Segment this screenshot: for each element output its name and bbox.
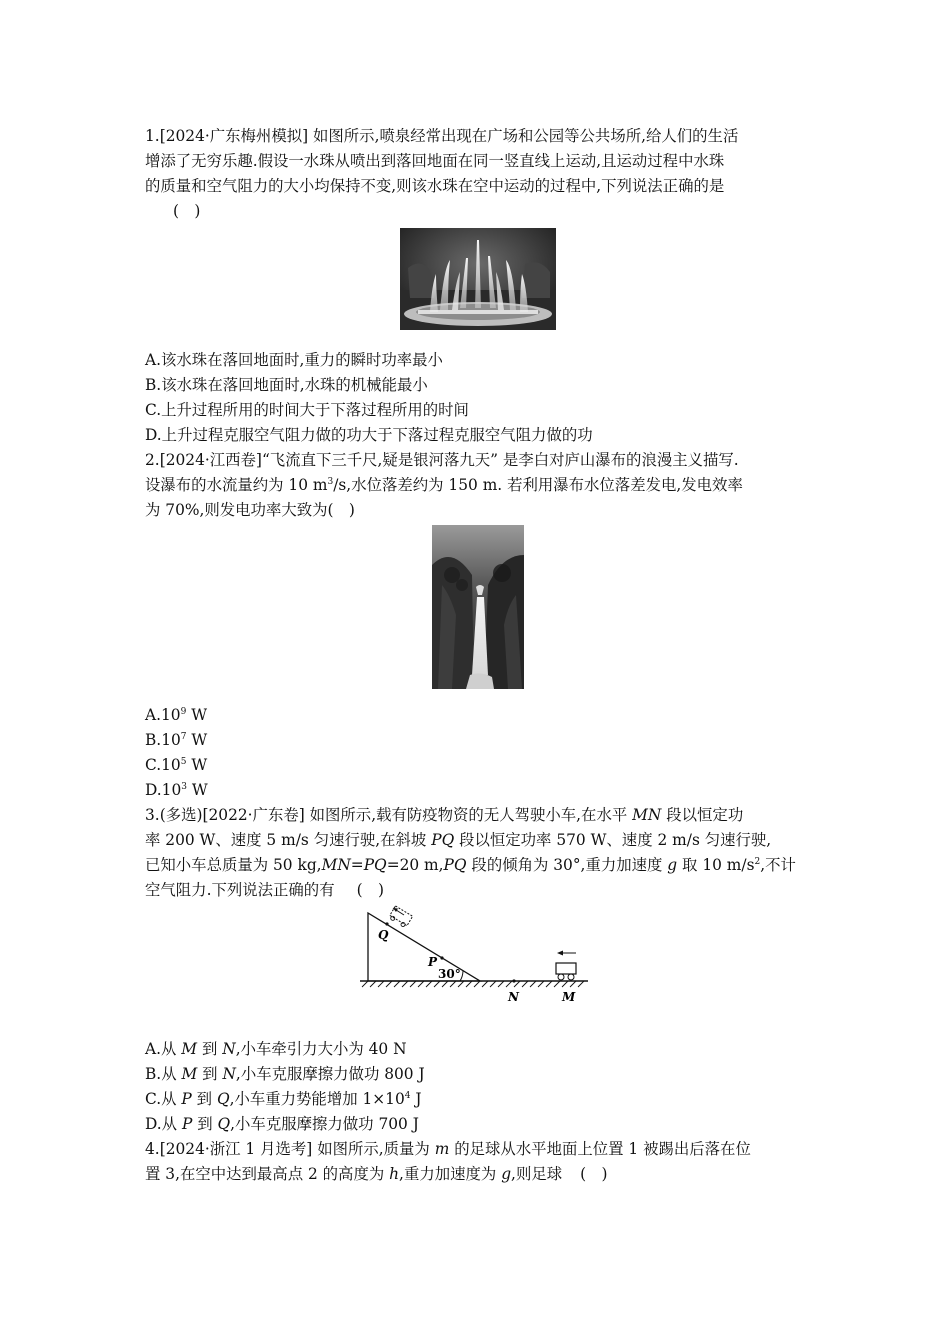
question-tag: (多选) (159, 806, 203, 824)
label-n: N (508, 990, 519, 1004)
option-d: $D.10^3$ W (145, 781, 208, 799)
point-q (385, 922, 388, 925)
question-2 (145, 448, 810, 803)
ground-hatching (362, 981, 584, 987)
question-1 (145, 124, 810, 448)
answer-blank: ( ) (327, 501, 355, 519)
label-angle: 30° (438, 967, 461, 981)
question-number: 1. (145, 127, 160, 145)
question-4-stem: 4.[2024·浙江 1 月选考] 如图所示,质量为 m 的足球从水平地面上位置 1 被踢出后落在位 置 3,在空中达到最高点 2 的高度为 h,重力加速度为 g,则足球 ( ) (145, 1140, 751, 1183)
label-m: M (562, 990, 576, 1004)
question-number: 2. (145, 451, 160, 469)
answer-blank: ( ) (173, 202, 201, 220)
question-1-stem: 1.[2024·广东梅州模拟] 如图所示,喷泉经常出现在广场和公园等公共场所,给人们的生活 增添了无穷乐趣.假设一水珠从喷出到落回地面在同一竖直线上运动,且运动过程中水珠 的质量和空气阻力的大小均保持不变,则该水珠在空中运动的过程中,下列说法正确的是 ( ) (145, 127, 739, 220)
option-c: C.从 P 到 Q,小车重力势能增加 $1\times 10^4$ J (145, 1090, 422, 1108)
option-a: $A.10^9$ W (145, 706, 208, 724)
question-number: 3. (145, 806, 160, 824)
question-number: 4. (145, 1140, 160, 1158)
answer-blank: ( ) (580, 1165, 608, 1183)
option-a: A.该水珠在落回地面时,重力的瞬时功率最小 (145, 351, 443, 369)
cart-on-ground (556, 963, 576, 980)
document-page (145, 124, 810, 1187)
option-a: A.从 M 到 N,小车牵引力大小为 40 N (145, 1040, 407, 1058)
waterfall-photo (432, 525, 524, 689)
question-source: [2022·广东卷] (202, 806, 305, 824)
option-b: B.该水珠在落回地面时,水珠的机械能最小 (145, 376, 428, 394)
ramp-cart-diagram (360, 905, 590, 1005)
incline (368, 913, 480, 981)
fountain-photo (400, 228, 556, 330)
answer-blank: ( ) (356, 881, 384, 899)
point-p (440, 956, 443, 959)
option-c: $C.10^5$ W (145, 756, 208, 774)
label-q: Q (378, 928, 389, 942)
option-d: D.从 P 到 Q,小车克服摩擦力做功 700 J (145, 1115, 419, 1133)
label-p: P (428, 955, 438, 969)
question-3-stem: 3.(多选)[2022·广东卷] 如图所示,载有防疫物资的无人驾驶小车,在水平 MN 段以恒定功 率 200 W、速度 5 m/s 匀速行驶,在斜坡 PQ 段以恒定功率 570 W、速度 2 m/s 匀速行驶, 已知小车总质量为 50 kg,MN=PQ=20 m,PQ 段的倾角为 30°,重力加速度 g 取 10 $m/s^2$,不计 空气阻力.下列说法正确的有 ( ) (145, 806, 796, 899)
option-d: D.上升过程克服空气阻力做的功大于下落过程克服空气阻力做的功 (145, 426, 593, 444)
question-4 (145, 1137, 810, 1187)
question-source: [2024·广东梅州模拟] (159, 127, 309, 145)
cart-on-slope (388, 906, 412, 928)
option-b: B.从 M 到 N,小车克服摩擦力做功 800 J (145, 1065, 425, 1083)
question-source: [2024·浙江 1 月选考] (159, 1140, 313, 1158)
option-b: $B.10^7$ W (145, 731, 208, 749)
point-n (512, 979, 515, 982)
question-2-stem: 2.[2024·江西卷]“飞流直下三千尺,疑是银河落九天” 是李白对庐山瀑布的浪漫主义描写. 设瀑布的水流量约为 10 $m^3/s$,水位落差约为 150 m. 若利用瀑布水位落差发电,发电效率 为 70%,则发电功率大致为( ) (145, 451, 743, 519)
question-3 (145, 803, 810, 1137)
ground-arrow (557, 951, 576, 956)
option-c: C.上升过程所用的时间大于下落过程所用的时间 (145, 401, 469, 419)
slope-arrow (393, 908, 404, 915)
question-source: [2024·江西卷] (159, 451, 262, 469)
